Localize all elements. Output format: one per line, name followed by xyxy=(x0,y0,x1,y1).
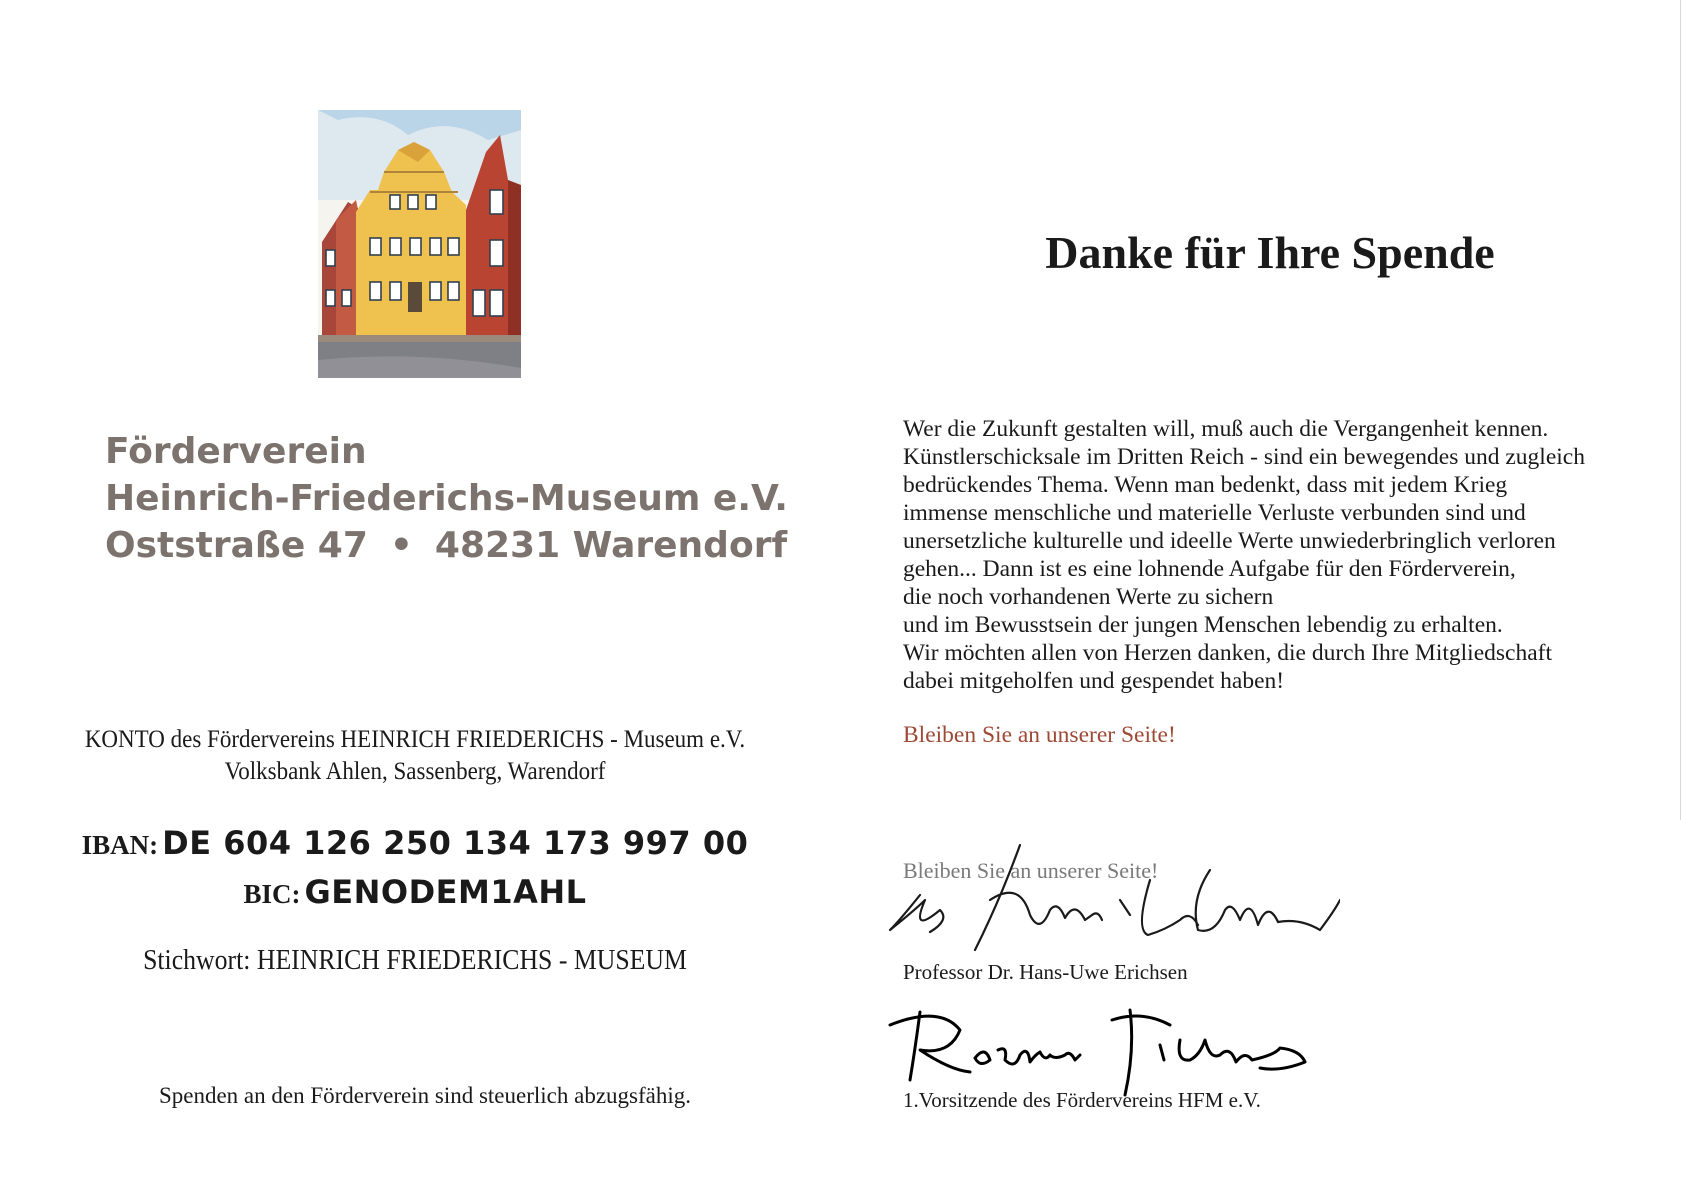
letter-body xyxy=(903,415,1663,695)
body-line: bedrückendes Thema. Wenn man bedenkt, dass mit jedem Krieg xyxy=(903,472,1508,498)
letter-title: Danke für Ihre Spende xyxy=(1045,227,1495,278)
museum-house-illustration xyxy=(318,110,521,378)
signature-erichsen xyxy=(880,840,1340,960)
body-line: die noch vorhandenen Werte zu sichern xyxy=(903,584,1274,610)
signatory-chair: 1.Vorsitzende des Fördervereins HFM e.V. xyxy=(903,1088,1261,1112)
org-street: Oststraße 47 xyxy=(105,525,368,566)
bank-codes xyxy=(30,822,800,920)
body-line: Künstlerschicksale im Dritten Reich - sind ein bewegendes und zugleich xyxy=(903,444,1585,470)
body-line: dabei mitgeholfen und gespendet haben! xyxy=(903,668,1285,694)
org-city: 48231 Warendorf xyxy=(434,525,788,566)
body-line: immense menschliche und materielle Verluste verbunden sind und xyxy=(903,500,1526,526)
org-name-line2: Heinrich-Friederichs-Museum e.V. xyxy=(105,478,788,519)
organization-address xyxy=(105,428,788,569)
body-line: und im Bewusstsein der jungen Menschen lebendig zu erhalten. xyxy=(903,612,1503,638)
payment-keyword: Stichwort: HEINRICH FRIEDERICHS - MUSEUM xyxy=(143,945,687,976)
tax-deductible-note: Spenden an den Förderverein sind steuerlich abzugsfähig. xyxy=(158,1083,692,1108)
bic-label: BIC: xyxy=(243,879,301,909)
account-info xyxy=(61,724,769,788)
account-holder: KONTO des Fördervereins HEINRICH FRIEDERICHS - Museum e.V. xyxy=(84,726,746,753)
body-line: gehen... Dann ist es eine lohnende Aufgabe für den Förderverein, xyxy=(903,556,1516,582)
bank-name: Volksbank Ahlen, Sassenberg, Warendorf xyxy=(224,758,606,785)
closing-repeat: Bleiben Sie an unserer Seite! xyxy=(903,858,1159,883)
body-line: unersetzliche kulturelle und ideelle Werte unwiederbringlich verloren xyxy=(903,528,1556,554)
org-name-line1: Förderverein xyxy=(105,431,367,472)
bic-value: GENODEM1AHL xyxy=(304,873,587,911)
iban-value: DE 604 126 250 134 173 997 00 xyxy=(162,824,749,862)
bic-row xyxy=(30,871,800,920)
body-line: Wer die Zukunft gestalten will, muß auch die Vergangenheit kennen. xyxy=(903,416,1549,442)
org-address-line xyxy=(105,522,788,569)
house-watercolor-image xyxy=(318,110,521,378)
closing-highlight: Bleiben Sie an unserer Seite! xyxy=(903,722,1176,748)
body-line: Wir möchten allen von Herzen danken, die durch Ihre Mitgliedschaft xyxy=(903,640,1552,666)
iban-label: IBAN: xyxy=(81,830,159,860)
signatory-erichsen: Professor Dr. Hans-Uwe Erichsen xyxy=(903,960,1188,984)
iban-row xyxy=(30,822,800,871)
bullet-separator: • xyxy=(389,525,413,566)
